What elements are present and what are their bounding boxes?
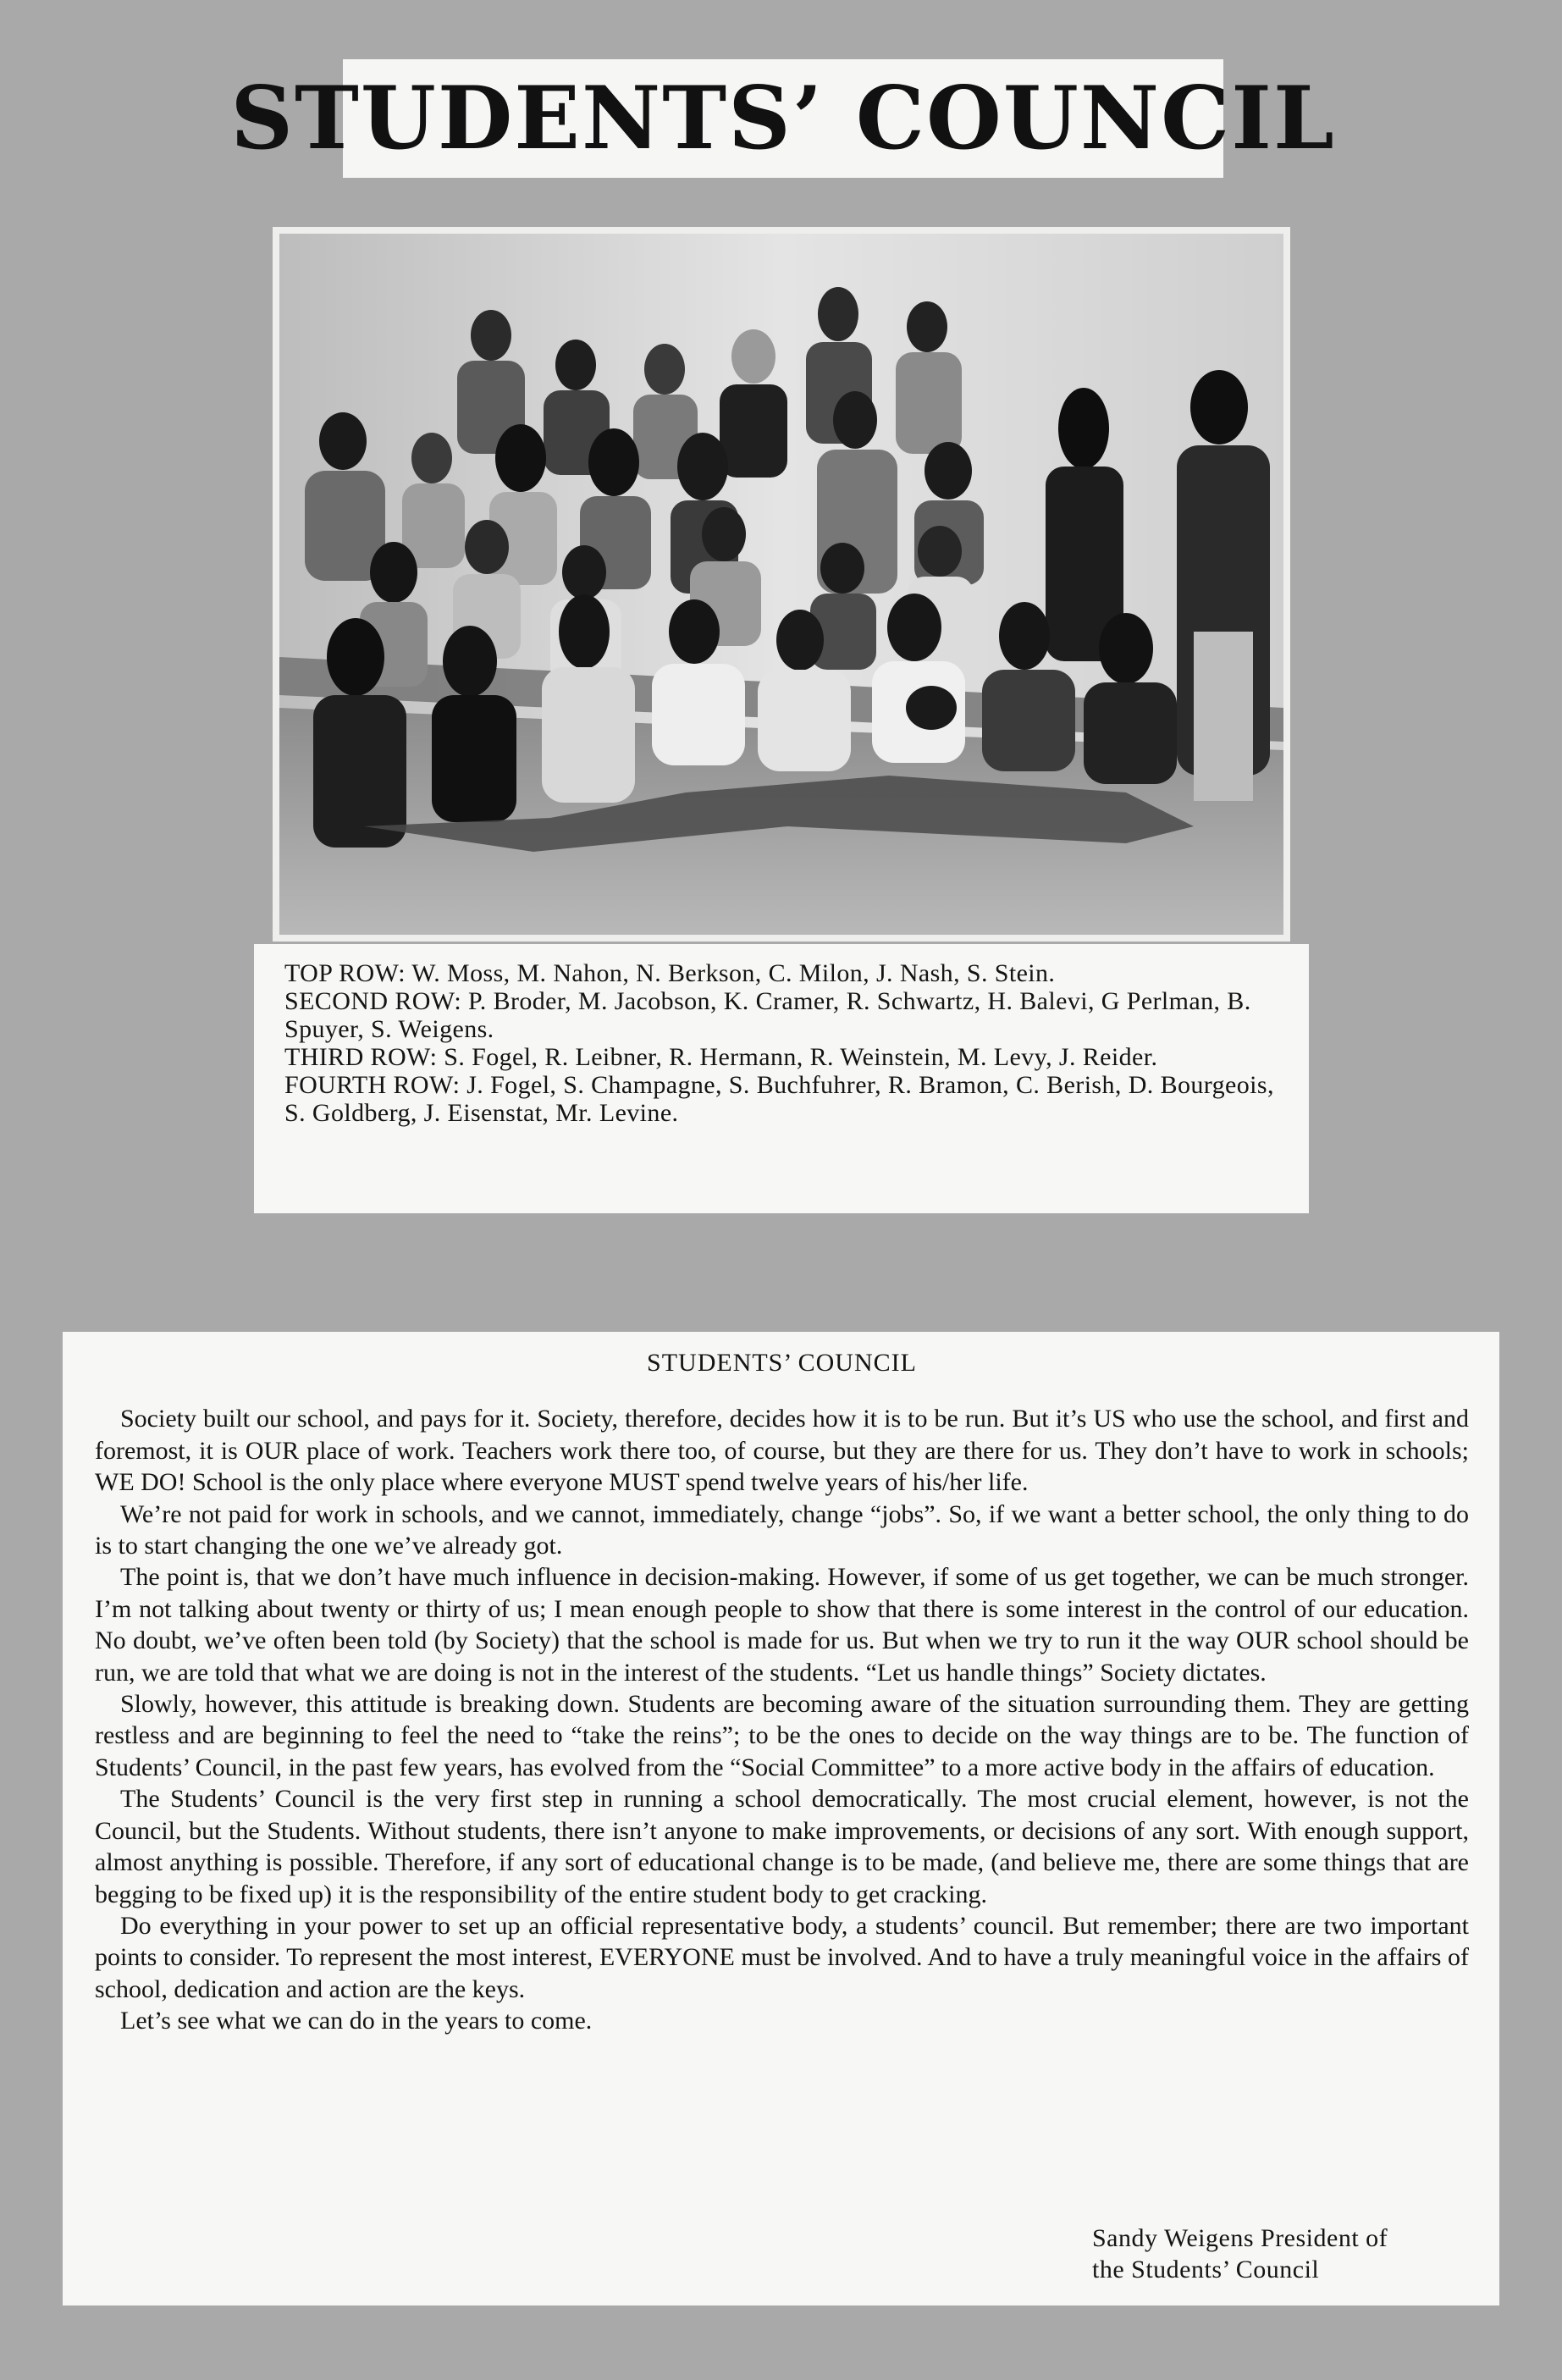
caption-third-row: THIRD ROW: S. Fogel, R. Leibner, R. Hermann, R. Weinstein, M. Levy, J. Reider.	[284, 1043, 1158, 1071]
signature-line-1: Sandy Weigens President of	[1092, 2224, 1388, 2252]
essay-paragraph: Do everything in your power to set up an official representative body, a students’ council. But remember; there are two important points to consider. To represent the most interest, EVERYONE must be involved. And to have a truly meaningful voice in the affairs of school, dedication and action are the keys.	[95, 1911, 1469, 2003]
essay-paragraph: The Students’ Council is the very first step in running a school democratically. The most crucial element, however, is not the Council, but the Students. Without students, there isn’t anyone to make improvements, or decisions of any sort. With enough support, almost anything is possible. Therefore, if any sort of educational change is to be made, (and believe me, there are some things that are begging to be fixed up) it is the responsibility of the entire student body to get cracking.	[95, 1785, 1469, 1908]
caption-top-row: TOP ROW: W. Moss, M. Nahon, N. Berkson, C. Milon, J. Nash, S. Stein.	[284, 959, 1056, 987]
page-title: STUDENTS’ COUNCIL	[230, 68, 1336, 169]
essay	[63, 1332, 1499, 2305]
signature	[1092, 2223, 1482, 2285]
caption-fourth-row: FOURTH ROW: J. Fogel, S. Champagne, S. Buchfuhrer, R. Bramon, C. Berish, D. Bourgeois, S. Goldberg, J. Eisenstat, Mr. Levine.	[284, 1071, 1274, 1127]
page-title-box	[230, 59, 1336, 178]
essay-paragraph: The point is, that we don’t have much influence in decision-making. However, if some of us get together, we can be much stronger. I’m not talking about twenty or thirty of us; I mean enough people to show that there is some interest in the control of our education. No doubt, we’ve often been told (by Society) that the school is made for us. But when we try to run it the way OUR school should be run, we are told that what we are doing is not in the interest of the students. “Let us handle things” Society dictates.	[95, 1563, 1469, 1687]
caption-second-row: SECOND ROW: P. Broder, M. Jacobson, K. Cramer, R. Schwartz, H. Balevi, G Perlman, B. Spuyer, S. Weigens.	[284, 987, 1251, 1043]
essay-paragraph: We’re not paid for work in schools, and we cannot, immediately, change “jobs”. So, if we want a better school, the only thing to do is to start changing the one we’ve already got.	[95, 1499, 1469, 1560]
essay-title: STUDENTS’ COUNCIL	[647, 1349, 917, 1377]
essay-paragraph: Slowly, however, this attitude is breaking down. Students are becoming aware of the situation surrounding them. They are getting restless and are beginning to feel the need to “take the reins”; to be the ones to decide on the way things are to be. The function of Students’ Council, in the past few years, has evolved from the “Social Committee” to a more active body in the affairs of education.	[95, 1690, 1469, 1781]
group-photo-image	[279, 234, 1283, 935]
photo-caption	[254, 944, 1309, 1213]
group-photo	[273, 227, 1290, 942]
essay-paragraph: Let’s see what we can do in the years to come.	[120, 2007, 593, 2035]
signature-line-2: the Students’ Council	[1092, 2256, 1320, 2283]
essay-paragraph: Society built our school, and pays for it. Society, therefore, decides how it is to be run. But it’s US who use the school, and first and foremost, it is OUR place of work. Teachers work there too, of course, but they are there for us. They don’t have to work in schools; WE DO! School is the only place where everyone MUST spend twelve years of his/her life.	[95, 1405, 1469, 1497]
